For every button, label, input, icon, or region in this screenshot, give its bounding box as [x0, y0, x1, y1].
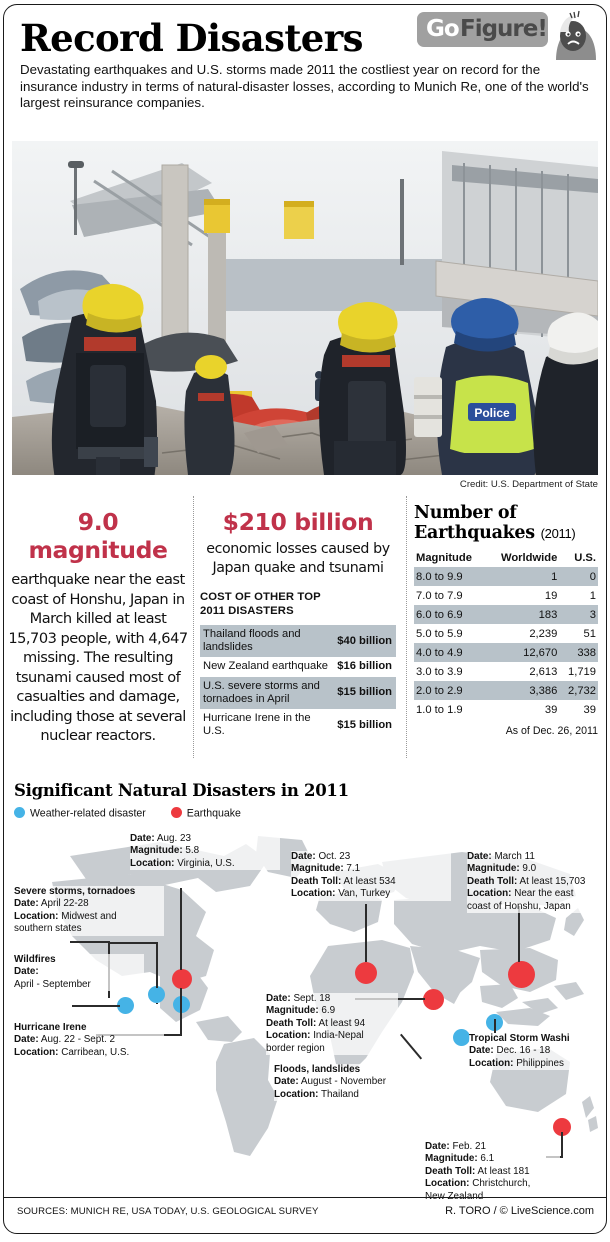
thailand-date-label: Date: [274, 1076, 299, 1088]
disaster-photo [12, 141, 598, 475]
washi-title: Tropical Storm Washi [469, 1033, 570, 1044]
washi-date-value: Dec. 16 - 18 [496, 1045, 551, 1057]
turkey-loc-value: Van, Turkey [338, 888, 391, 900]
india-loc-value: India-Nepal [313, 1030, 364, 1042]
japan-toll-label: Death Toll: [467, 875, 518, 887]
thailand-title: Floods, landslides [274, 1064, 361, 1075]
photo-illustration [12, 141, 598, 475]
turkey-toll-label: Death Toll: [291, 875, 342, 887]
nz-toll-value: At least 181 [477, 1165, 530, 1177]
thailand-loc-label: Location: [274, 1088, 319, 1100]
cell-worldwide: 1 [486, 567, 559, 586]
cell-magnitude: 2.0 to 2.9 [414, 681, 486, 700]
japan-date-label: Date: [467, 851, 492, 862]
cell-worldwide: 3,386 [486, 681, 559, 700]
leader-irene-v [180, 988, 182, 1036]
turkey-date-label: Date: [291, 851, 316, 862]
thailand-date-value: August - November [300, 1076, 386, 1088]
india-mag-label: Magnitude: [266, 1005, 319, 1017]
nz-toll-label: Death Toll: [425, 1165, 476, 1177]
cell-magnitude: 7.0 to 7.9 [416, 589, 463, 602]
table-row [414, 586, 598, 605]
virginia-date-label: Date: [130, 833, 155, 844]
cell-magnitude: 8.0 to 9.9 [414, 567, 486, 586]
table-row [200, 625, 396, 657]
map-legend [14, 807, 263, 820]
column-divider-1 [193, 496, 194, 758]
mascot-icon [550, 8, 598, 60]
byline-text: R. TORO / © LiveScience.com [445, 1205, 594, 1217]
irene-date-value: Aug. 22 - Sept. 2 [40, 1034, 116, 1046]
leader-nz-v [561, 1132, 563, 1158]
column-divider-2 [406, 496, 407, 758]
japan-date-value: March 11 [494, 851, 535, 862]
earthquake-title-year: (2011) [540, 526, 576, 541]
earthquake-table [414, 549, 598, 719]
earthquake-table-title [414, 503, 598, 544]
gofigure-logo [417, 8, 597, 60]
table-row [200, 677, 396, 709]
storms-date-label: Date: [14, 898, 39, 910]
irene-date-label: Date: [14, 1034, 39, 1046]
nz-mag-label: Magnitude: [425, 1153, 478, 1165]
turkey-mag-value: 7.1 [346, 863, 361, 875]
washi-date-label: Date: [469, 1045, 494, 1057]
table-row [414, 643, 598, 662]
table-row [414, 624, 598, 643]
photo-credit: Credit: U.S. Department of State [459, 479, 598, 490]
cost-table-kicker [200, 591, 396, 618]
washi-loc-label: Location: [469, 1057, 514, 1069]
world-map [10, 826, 602, 1202]
label-japan [467, 851, 603, 913]
storms-title: Severe storms, tornadoes [14, 886, 136, 897]
cost-amount: $15 billion [334, 677, 396, 709]
leader-wildfires [72, 1005, 120, 1007]
leader-storms-stub [156, 1003, 158, 1004]
cell-magnitude: 5.0 to 5.9 [416, 627, 463, 640]
table-header-row [414, 549, 598, 567]
cell-worldwide: 12,670 [486, 643, 559, 662]
cell-us: 1 [589, 589, 596, 602]
turkey-mag-label: Magnitude: [291, 863, 344, 875]
gofigure-go-text: Go [426, 16, 459, 42]
india-mag-value: 6.9 [321, 1005, 336, 1017]
leader-washi [494, 1019, 496, 1033]
virginia-mag-label: Magnitude: [130, 845, 183, 857]
leader-japan [518, 906, 520, 962]
table-row [414, 662, 598, 681]
svg-text:Police: Police [474, 406, 510, 420]
turkey-loc-label: Location: [291, 888, 336, 900]
nz-loc-value: Christchurch, [472, 1178, 531, 1190]
deck-paragraph: Devastating earthquakes and U.S. storms made 2011 the costliest year on record for the insurance industry in terms of natural-disaster losses, according to Munich Re, one of the world's largest reinsurance companies. [20, 62, 589, 111]
nz-date-label: Date: [425, 1141, 450, 1152]
pin-india-nepal-quake[interactable] [423, 989, 444, 1010]
legend-item-weather [14, 807, 146, 820]
label-wildfires [14, 954, 144, 991]
leader-storms-top [108, 942, 156, 944]
gofigure-figure-text: Figure! [460, 16, 547, 42]
india-loc-label: Location: [266, 1030, 311, 1042]
table-row [200, 709, 396, 741]
leader-turkey [365, 904, 367, 962]
nz-loc-value-2: New Zealand [425, 1190, 484, 1202]
india-date-value: Sept. 18 [293, 993, 331, 1004]
footer-divider [3, 1197, 607, 1198]
earthquake-count-block [414, 503, 598, 737]
cost-amount: $40 billion [334, 625, 396, 657]
earthquake-dot-icon [171, 807, 182, 818]
table-row [414, 567, 598, 586]
cell-us: 3 [559, 605, 598, 624]
cell-magnitude: 1.0 to 1.9 [416, 703, 463, 716]
india-toll-value: At least 94 [318, 1017, 366, 1029]
cost-label: Thailand floods and landslides [200, 625, 334, 657]
cell-us: 39 [583, 703, 596, 716]
cell-worldwide: 39 [544, 703, 558, 716]
turkey-date-value: Oct. 23 [318, 851, 351, 862]
losses-stat-block [200, 508, 396, 741]
table-row [414, 700, 598, 719]
cost-label: U.S. severe storms and tornadoes in April [200, 677, 334, 709]
cell-worldwide: 183 [486, 605, 559, 624]
irene-loc-value: Carribean, U.S. [61, 1046, 130, 1058]
nz-loc-label: Location: [425, 1178, 470, 1190]
label-severe-storms [14, 886, 164, 936]
irene-loc-label: Location: [14, 1046, 59, 1058]
irene-title: Hurricane Irene [14, 1022, 87, 1033]
pin-thailand-floods[interactable] [453, 1029, 470, 1046]
table-row [414, 605, 598, 624]
cell-worldwide: 2,613 [529, 665, 558, 678]
storms-loc-value-2: southern states [14, 923, 82, 935]
cell-us: 51 [583, 627, 596, 640]
pin-virginia-quake[interactable] [172, 969, 192, 989]
cell-magnitude: 6.0 to 6.9 [414, 605, 486, 624]
pin-turkey-quake[interactable] [355, 962, 377, 984]
weather-dot-icon [14, 807, 25, 818]
label-india-nepal [266, 993, 398, 1055]
losses-headline: $210 billion [222, 508, 374, 536]
sources-text: SOURCES: MUNICH RE, USA TODAY, U.S. GEOLOGICAL SURVEY [17, 1206, 319, 1217]
cell-us: 0 [559, 567, 598, 586]
col-worldwide: Worldwide [500, 552, 558, 564]
cost-table [200, 625, 396, 741]
wildfires-title: Wildfires [14, 954, 56, 965]
gofigure-badge [417, 12, 548, 47]
india-date-label: Date: [266, 993, 291, 1004]
nz-mag-value: 6.1 [480, 1153, 495, 1165]
cell-us: 1,719 [568, 665, 596, 678]
col-magnitude: Magnitude [416, 552, 472, 564]
japan-loc-label: Location: [467, 888, 512, 900]
virginia-loc-label: Location: [130, 857, 175, 869]
table-row [414, 681, 598, 700]
legend-label-earthquake: Earthquake [186, 807, 241, 820]
legend-label-weather: Weather-related disaster [30, 807, 146, 820]
pin-severe-storms[interactable] [148, 986, 165, 1003]
label-thailand [274, 1064, 424, 1101]
cost-label: New Zealand earthquake [203, 660, 329, 673]
cell-worldwide: 2,239 [529, 627, 558, 640]
washi-loc-value: Philippines [516, 1057, 564, 1069]
turkey-toll-value: At least 534 [343, 875, 396, 887]
cost-amount: $16 billion [337, 660, 392, 673]
japan-loc-value: Near the east [514, 888, 574, 900]
cell-magnitude: 3.0 to 3.9 [416, 665, 463, 678]
pin-japan-quake[interactable] [508, 961, 535, 988]
cell-worldwide: 19 [544, 589, 558, 602]
label-virginia [130, 833, 280, 870]
magnitude-headline: 9.0 magnitude [28, 508, 168, 564]
cell-us: 338 [559, 643, 598, 662]
table-row [200, 657, 396, 676]
japan-mag-value: 9.0 [522, 863, 537, 875]
wildfires-date-label: Date: [14, 966, 39, 978]
label-hurricane-irene [14, 1022, 164, 1059]
japan-mag-label: Magnitude: [467, 863, 520, 875]
japan-loc-value-2: coast of Honshu, Japan [467, 900, 571, 912]
col-us: U.S. [574, 552, 596, 564]
legend-item-earthquake [171, 807, 241, 820]
india-toll-label: Death Toll: [266, 1017, 317, 1029]
kicker-line-2: 2011 DISASTERS [200, 604, 294, 617]
label-washi [469, 1033, 599, 1070]
leader-virginia [180, 888, 182, 970]
leader-storms-down [156, 942, 158, 988]
label-turkey [291, 851, 451, 901]
cell-magnitude: 4.0 to 4.9 [414, 643, 486, 662]
india-loc-value-2: border region [266, 1042, 325, 1054]
page-title: Record Disasters [20, 16, 363, 60]
storms-date-value: April 22-28 [40, 898, 89, 910]
cost-amount: $15 billion [337, 718, 392, 731]
virginia-mag-value: 5.8 [185, 845, 200, 857]
storms-loc-label: Location: [14, 910, 59, 922]
wildfires-date-value: April - September [14, 978, 91, 990]
thailand-loc-value: Thailand [321, 1088, 359, 1100]
japan-toll-value: At least 15,703 [519, 875, 586, 887]
magnitude-stat-block [8, 508, 188, 746]
virginia-loc-value: Virginia, U.S. [177, 857, 235, 869]
cell-us: 2,732 [559, 681, 598, 700]
storms-loc-value: Midwest and [61, 910, 117, 922]
label-christchurch [425, 1141, 560, 1203]
kicker-line-1: COST OF OTHER TOP [200, 591, 321, 603]
virginia-date-value: Aug. 23 [156, 833, 191, 844]
leader-storms-h [70, 941, 110, 943]
cost-label: Hurricane Irene in the U.S. [203, 712, 311, 738]
map-section-title: Significant Natural Disasters in 2011 [14, 781, 349, 800]
nz-date-value: Feb. 21 [452, 1141, 486, 1152]
magnitude-body: earthquake near the east coast of Honshu, Japan in March killed at least 15,703 people, with 4,647 missing. The resulting tsunami caused most of casualties and damage, including those at several nuclear reactors. [8, 571, 188, 744]
losses-subtext: economic losses caused by Japan quake and tsunami [206, 541, 390, 576]
earthquake-table-footnote: As of Dec. 26, 2011 [505, 725, 598, 737]
earthquake-title-text: Number of Earthquakes [414, 503, 535, 543]
